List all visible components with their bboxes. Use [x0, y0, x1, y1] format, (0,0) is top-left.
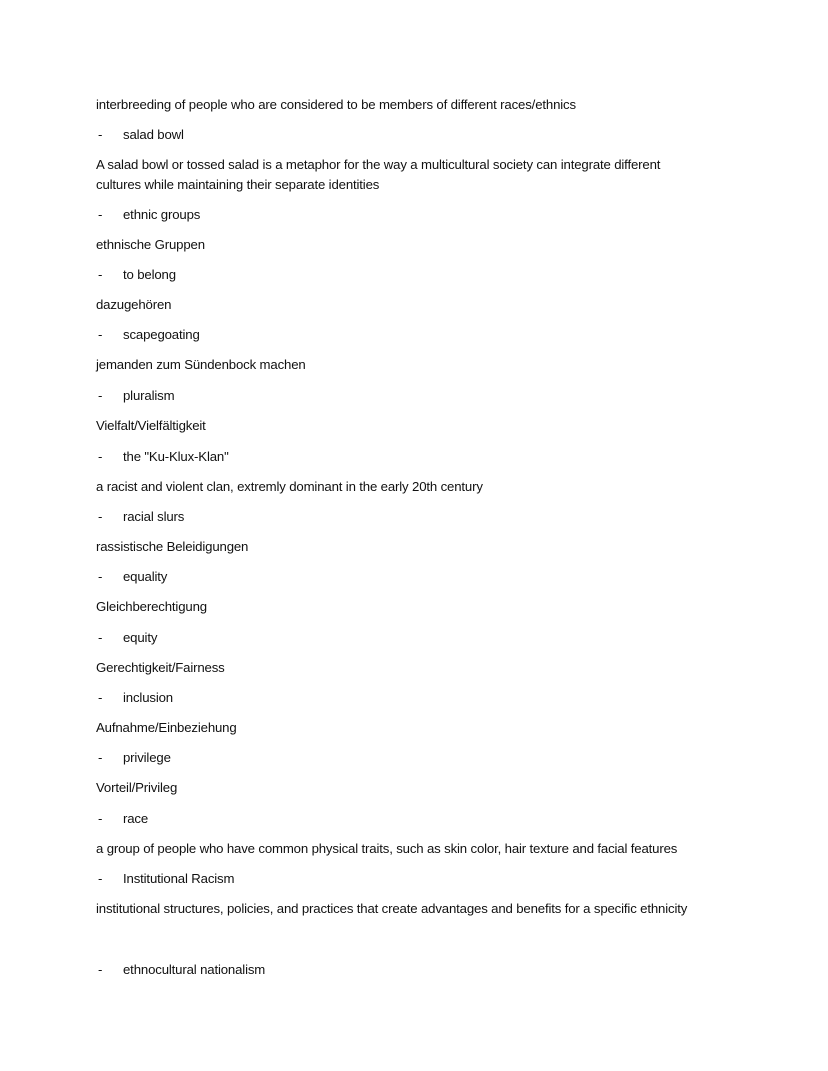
term-text: pluralism	[123, 388, 175, 403]
definition-text: Aufnahme/Einbeziehung	[96, 720, 237, 735]
bullet-dash: -	[98, 569, 103, 584]
term-text: salad bowl	[123, 127, 184, 142]
term-text: privilege	[123, 750, 171, 765]
definition-text: dazugehören	[96, 297, 172, 312]
term-text: scapegoating	[123, 327, 200, 342]
definition-text: Vielfalt/Vielfältigkeit	[96, 418, 206, 433]
bullet-dash: -	[98, 690, 103, 705]
bullet-dash: -	[98, 962, 103, 977]
term-text: equity	[123, 630, 158, 645]
term-text: racial slurs	[123, 509, 185, 524]
definition-text: institutional structures, policies, and practices that create advantages and benefits for a specific ethnicity	[96, 901, 688, 916]
definition-text: rassistische Beleidigungen	[96, 539, 249, 554]
term-text: the "Ku-Klux-Klan"	[123, 449, 229, 464]
definition-text: ethnische Gruppen	[96, 237, 205, 252]
definition-text: Vorteil/Privileg	[96, 780, 178, 795]
bullet-dash: -	[98, 811, 103, 826]
bullet-dash: -	[98, 127, 103, 142]
bullet-dash: -	[98, 388, 103, 403]
bullet-dash: -	[98, 509, 103, 524]
definition-text: a racist and violent clan, extremly dominant in the early 20th century	[96, 479, 483, 494]
term-text: ethnic groups	[123, 207, 201, 222]
definition-text: cultures while maintaining their separate identities	[96, 177, 380, 192]
bullet-dash: -	[98, 267, 103, 282]
definition-text: jemanden zum Sündenbock machen	[96, 357, 306, 372]
definition-text: Gerechtigkeit/Fairness	[96, 660, 225, 675]
bullet-dash: -	[98, 327, 103, 342]
term-text: to belong	[123, 267, 176, 282]
term-text: ethnocultural nationalism	[123, 962, 266, 977]
definition-text: A salad bowl or tossed salad is a metaphor for the way a multicultural society can integrate different	[96, 157, 661, 172]
definition-text: interbreeding of people who are considered to be members of different races/ethnics	[96, 97, 576, 112]
term-text: equality	[123, 569, 168, 584]
term-text: inclusion	[123, 690, 173, 705]
term-text: Institutional Racism	[123, 871, 235, 886]
bullet-dash: -	[98, 750, 103, 765]
definition-text: Gleichberechtigung	[96, 599, 207, 614]
bullet-dash: -	[98, 630, 103, 645]
definition-text: a group of people who have common physical traits, such as skin color, hair texture and facial features	[96, 841, 678, 856]
bullet-dash: -	[98, 207, 103, 222]
term-text: race	[123, 811, 149, 826]
bullet-dash: -	[98, 871, 103, 886]
bullet-dash: -	[98, 449, 103, 464]
